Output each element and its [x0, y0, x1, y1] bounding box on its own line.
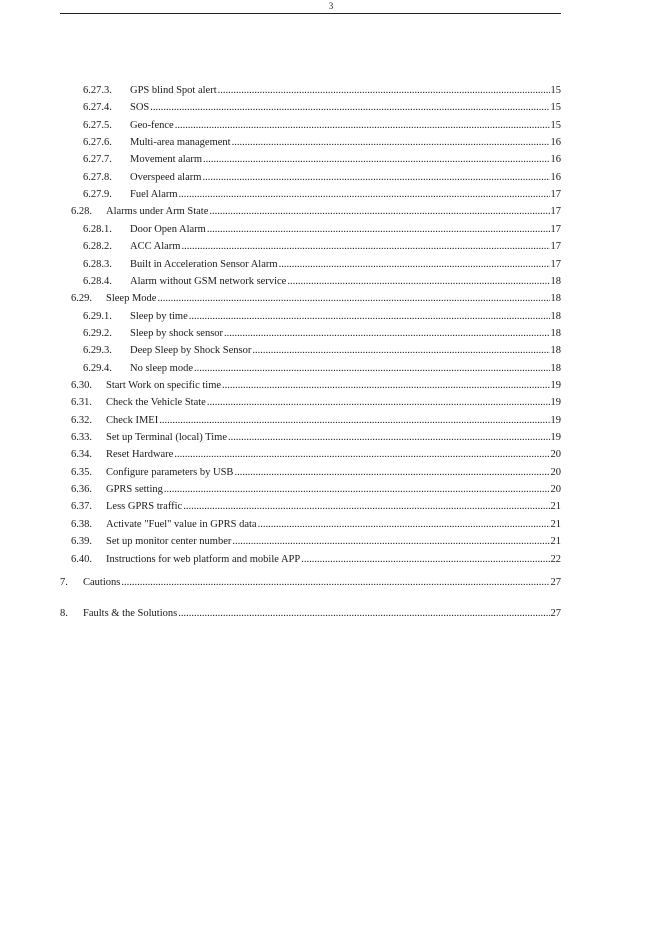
toc-entry-number: 6.29.2. [83, 327, 112, 339]
toc-dot-leader [232, 136, 550, 149]
toc-dot-leader [174, 448, 549, 461]
toc-entry-title: Sleep Mode [106, 293, 157, 305]
toc-dot-leader [202, 171, 549, 184]
toc-entry-title: Overspeed alarm [130, 171, 202, 183]
toc-entry-page: 20 [550, 466, 561, 478]
toc-entry[interactable] [71, 410, 561, 427]
toc-entry[interactable] [83, 236, 561, 253]
toc-entry-title: SOS [130, 102, 150, 114]
toc-entry-number: 6.28. [71, 206, 92, 218]
toc-entry[interactable] [71, 427, 561, 444]
toc-dot-leader [150, 101, 549, 114]
toc-entry-title: GPRS setting [106, 484, 163, 496]
toc-dot-leader [181, 240, 549, 253]
toc-entry-title: Fuel Alarm [130, 189, 178, 201]
toc-dot-leader [159, 414, 549, 427]
toc-entry-number: 6.28.4. [83, 275, 112, 287]
toc-entry-number: 6.36. [71, 484, 92, 496]
toc-entry-number: 6.29.4. [83, 362, 112, 374]
toc-entry[interactable] [71, 514, 561, 531]
toc-dot-leader [207, 396, 550, 409]
toc-entry[interactable] [83, 340, 561, 357]
toc-dot-leader [287, 275, 549, 288]
toc-entry-number: 6.37. [71, 501, 92, 513]
toc-entry-page: 22 [550, 553, 561, 565]
toc-entry-title: Cautions [83, 577, 121, 589]
toc-entry-number: 6.27.3. [83, 85, 112, 96]
page-number: 3 [328, 1, 334, 11]
toc-entry-title: Deep Sleep by Shock Sensor [130, 345, 252, 357]
toc-entry-number: 6.29.3. [83, 345, 112, 357]
toc-entry-page: 17 [550, 223, 561, 235]
toc-entry-title: Sleep by shock sensor [130, 327, 224, 339]
toc-entry-page: 20 [550, 484, 561, 496]
toc-entry-page: 21 [550, 518, 561, 530]
toc-entry[interactable] [83, 358, 561, 375]
toc-entry[interactable] [83, 80, 561, 97]
toc-dot-leader [224, 327, 549, 340]
header-rule [60, 13, 561, 14]
toc-entry-number: 6.29.1. [83, 310, 112, 322]
toc-entry-title: Check IMEI [106, 414, 159, 426]
toc-entry-page: 15 [550, 85, 561, 96]
toc-dot-leader [178, 607, 549, 620]
toc-entry[interactable] [83, 97, 561, 114]
toc-entry-page: 18 [550, 275, 561, 287]
toc-dot-leader [209, 205, 549, 218]
toc-entry[interactable] [83, 254, 561, 271]
toc-entry-number: 6.38. [71, 518, 92, 530]
toc-entry-page: 15 [550, 119, 561, 131]
toc-entry[interactable] [71, 288, 561, 305]
toc-entry[interactable] [71, 201, 561, 218]
toc-entry-page: 27 [550, 577, 561, 589]
toc-entry-page: 16 [550, 171, 561, 183]
toc-entry-title: Set up Terminal (local) Time [106, 432, 227, 443]
toc-entry[interactable] [83, 167, 561, 184]
toc-entry-number: 6.27.4. [83, 102, 112, 114]
toc-dot-leader [175, 119, 550, 132]
toc-entry-title: Start Work on specific time [106, 379, 222, 391]
toc-entry-page: 19 [550, 414, 561, 426]
toc-entry-number: 6.31. [71, 397, 92, 409]
toc-entry[interactable] [71, 531, 561, 548]
toc-entry-title: Alarms under Arm State [106, 206, 209, 218]
toc-dot-leader [207, 223, 550, 236]
toc-entry-title: Geo-fence [130, 119, 174, 131]
toc-entry-title: Faults & the Solutions [83, 608, 178, 619]
toc-entry-page: 17 [550, 206, 561, 218]
toc-entry-title: ACC Alarm [130, 241, 181, 253]
toc-entry[interactable] [83, 149, 561, 166]
toc-entry[interactable] [71, 375, 561, 392]
toc-entry-title: Check the Vehicle State [106, 397, 206, 409]
toc-dot-leader [252, 344, 549, 357]
toc-entry-number: 7. [60, 577, 68, 589]
toc-entry-title: Instructions for web platform and mobile APP [106, 553, 301, 565]
toc-entry-page: 15 [550, 102, 561, 114]
toc-entry-page: 19 [550, 397, 561, 409]
toc-entry-page: 18 [550, 310, 561, 322]
toc-dot-leader [279, 258, 550, 271]
toc-entry-page: 16 [550, 154, 561, 166]
toc-entry-number: 6.27.9. [83, 189, 112, 201]
toc-entry-number: 6.27.6. [83, 137, 112, 149]
toc-entry-number: 8. [60, 608, 68, 619]
toc-entry[interactable] [60, 603, 561, 620]
toc-entry-page: 18 [550, 293, 561, 305]
toc-entry-title: GPS blind Spot alert [130, 85, 217, 96]
toc-entry-number: 6.33. [71, 432, 92, 443]
toc-entry-number: 6.35. [71, 466, 92, 478]
toc-entry[interactable] [71, 496, 561, 513]
toc-entry-page: 18 [550, 327, 561, 339]
toc-entry-number: 6.28.2. [83, 241, 112, 253]
toc-dot-leader [203, 153, 549, 166]
toc-dot-leader [218, 84, 550, 97]
toc-entry[interactable] [83, 306, 561, 323]
toc-entry[interactable] [71, 549, 561, 566]
toc-entry-number: 6.32. [71, 414, 92, 426]
toc-dot-leader [301, 553, 549, 566]
toc-entry-title: Set up monitor center number [106, 536, 232, 548]
toc-entry-page: 21 [550, 536, 561, 548]
toc-entry-number: 6.27.8. [83, 171, 112, 183]
toc-entry-page: 17 [550, 241, 561, 253]
toc-dot-leader [194, 362, 550, 375]
toc-entry-number: 6.39. [71, 536, 92, 548]
toc-entry[interactable] [83, 115, 561, 132]
toc-entry-title: Activate "Fuel" value in GPRS data [106, 518, 257, 530]
toc-entry-title: Reset Hardware [106, 449, 174, 461]
toc-entry-page: 21 [550, 501, 561, 513]
toc-entry[interactable] [83, 219, 561, 236]
toc-entry[interactable] [71, 444, 561, 461]
toc-entry-title: Multi-area management [130, 137, 231, 149]
toc-entry[interactable] [71, 462, 561, 479]
toc-entry-page: 16 [550, 137, 561, 149]
toc-entry-number: 6.40. [71, 553, 92, 565]
toc-dot-leader [234, 466, 549, 479]
toc-entry[interactable] [71, 392, 561, 409]
toc-entry-title: No sleep mode [130, 362, 193, 374]
toc-entry-title: Door Open Alarm [130, 223, 206, 235]
toc-dot-leader [232, 535, 549, 548]
toc-entry-page: 18 [550, 345, 561, 357]
toc-entry-number: 6.28.3. [83, 258, 112, 270]
toc-entry-number: 6.28.1. [83, 223, 112, 235]
toc-entry-page: 17 [550, 258, 561, 270]
toc-dot-leader [228, 431, 550, 444]
toc-entry-title: Sleep by time [130, 310, 188, 322]
toc-entry-title: Alarm without GSM network service [130, 275, 287, 287]
toc-entry-page: 18 [550, 362, 561, 374]
toc-entry-title: Movement alarm [130, 154, 203, 166]
toc-entry-title: Less GPRS traffic [106, 501, 183, 513]
toc-entry-number: 6.27.7. [83, 154, 112, 166]
toc-entry-page: 27 [550, 608, 561, 619]
toc-entry-number: 6.29. [71, 293, 92, 305]
toc-entry[interactable] [83, 271, 561, 288]
toc-entry[interactable] [83, 184, 561, 201]
toc-dot-leader [258, 518, 550, 531]
toc-entry-page: 17 [550, 189, 561, 201]
toc-entry-number: 6.34. [71, 449, 92, 461]
toc-entry-page: 20 [550, 449, 561, 461]
toc-entry[interactable] [60, 572, 561, 589]
toc-entry-page: 19 [550, 432, 561, 443]
toc-entry[interactable] [83, 323, 561, 340]
toc-entry-number: 6.27.5. [83, 119, 112, 131]
toc-dot-leader [164, 483, 550, 496]
toc-dot-leader [179, 188, 550, 201]
toc-dot-leader [189, 310, 550, 323]
toc-entry[interactable] [71, 479, 561, 496]
toc-entry-title: Built in Acceleration Sensor Alarm [130, 258, 278, 270]
toc-dot-leader [121, 576, 549, 589]
toc-entry-number: 6.30. [71, 379, 92, 391]
toc-entry[interactable] [83, 132, 561, 149]
toc-dot-leader [222, 379, 549, 392]
toc-dot-leader [157, 292, 549, 305]
toc-entry-title: Configure parameters by USB [106, 466, 234, 478]
toc-entry-page: 19 [550, 379, 561, 391]
toc-dot-leader [183, 500, 549, 513]
